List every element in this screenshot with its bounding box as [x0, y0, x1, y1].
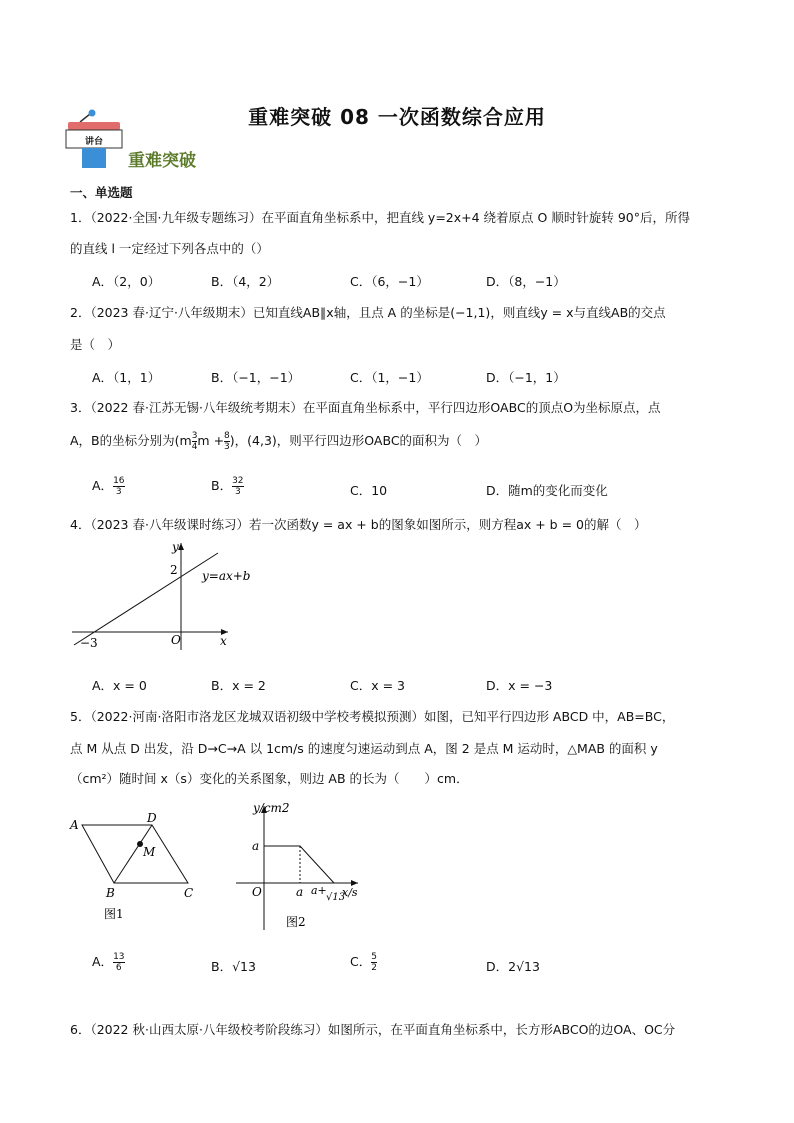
label-b: B: [106, 886, 115, 900]
badge-text: 讲台: [84, 137, 104, 147]
frac-num: 5: [371, 952, 377, 962]
q3-line2-mid: m +: [197, 433, 225, 448]
frac-num: 32: [232, 476, 244, 486]
q4-option-d: D．x = −3: [486, 678, 553, 693]
frac-den: 3: [113, 486, 124, 497]
part-heading: 一、单选题: [70, 185, 133, 200]
q2-option-d: D．（−1，1）: [486, 370, 566, 385]
q3-option-b: [211, 476, 244, 497]
q2-line2: 是（ ）: [70, 337, 121, 352]
frac-den: 2: [371, 963, 377, 973]
q3-line2: [70, 430, 730, 452]
option-fraction: [113, 952, 124, 973]
q1-line1: 1．（2022·全国·九年级专题练习）在平面直角坐标系中，把直线 y=2x+4 绕着原点 O 顺时针旋转 90°后，所得: [70, 210, 690, 225]
page-title: 重难突破 08 一次函数综合应用: [248, 105, 546, 129]
y-intercept-label: 2: [170, 563, 178, 577]
frac-num: 13: [113, 952, 125, 962]
q6-line1: 6．（2022 秋·山西太原·八年级校考阶段练习）如图所示，在平面直角坐标系中，长方形ABCO的边OA、OC分: [70, 1022, 676, 1037]
frac-den: 3: [232, 486, 243, 497]
frac-den: 6: [113, 962, 124, 973]
q2-option-a: A．（1，1）: [92, 370, 161, 385]
q5-line2: 点 M 从点 D 出发，沿 D→C→A 以 1cm/s 的速度匀速运动到点 A，图 2 是点 M 运动时，△MAB 的面积 y: [70, 741, 658, 756]
q2-line1: 2．（2023 春·辽宁·八年级期末）已知直线AB∥x轴，且点 A 的坐标是(−1,1)，则直线y = x与直线AB的交点: [70, 305, 666, 320]
x-axis-label: x/s: [342, 886, 358, 899]
q4-line1: 4．（2023 春·八年级课时练习）若一次函数y = ax + b的图象如图所示，则方程ax + b = 0的解（ ）: [70, 517, 647, 532]
sqrt13-label: √13: [326, 892, 346, 903]
q2-option-c: C．（1，−1）: [350, 370, 429, 385]
q1-option-b: B．（4，2）: [211, 274, 280, 289]
option-label: A．: [92, 478, 114, 493]
label-c: C: [184, 886, 194, 900]
fig2-caption: 图2: [286, 915, 306, 929]
q5-option-a: [92, 952, 125, 973]
q4-graph: [68, 537, 251, 655]
area-graph: [264, 846, 334, 883]
y-axis-arrow: [178, 543, 184, 550]
q4-option-b: B．x = 2: [211, 678, 266, 693]
y-axis-label: y: [172, 540, 179, 554]
option-label: A．: [92, 954, 114, 969]
q5-figure1: [66, 808, 206, 928]
q5-option-c: [350, 952, 377, 973]
q5-line1: 5．（2022·河南·洛阳市洛龙区龙城双语初级中学校考模拟预测）如图，已知平行四边形 ABCD 中，AB=BC，: [70, 709, 675, 724]
option-fraction: [232, 476, 243, 497]
q5-option-d: D．2√13: [486, 959, 540, 974]
option-fraction: [371, 952, 377, 973]
option-label: B．: [211, 478, 233, 493]
origin-label: O: [171, 633, 181, 647]
x-axis-label: x: [220, 634, 227, 648]
frac-num: 16: [113, 476, 125, 486]
q4-option-a: A．x = 0: [92, 678, 147, 693]
q4-option-c: C．x = 3: [350, 678, 405, 693]
label-m: M: [143, 845, 156, 859]
frac-den: 3: [224, 442, 230, 452]
frac-num: 8: [224, 431, 230, 441]
frac-num: 3: [191, 431, 198, 441]
label-a: A: [70, 818, 79, 832]
function-line: [74, 553, 218, 645]
q3-option-c: C．10: [350, 483, 388, 498]
option-label: C．: [350, 954, 372, 969]
q3-line1: 3．（2022 春·江苏无锡·八年级统考期末）在平面直角坐标系中，平行四边形OABC的顶点O为坐标原点，点: [70, 400, 661, 415]
label-d: D: [147, 811, 157, 825]
q5-line3: （cm²）随时间 x（s）变化的关系图象，则边 AB 的长为（ ）cm．: [70, 771, 469, 786]
q3-line2-post: )，(4,3)，则平行四边形OABC的面积为（ ）: [229, 433, 488, 448]
q3-option-a: [92, 476, 125, 497]
x-intercept-label: −3: [80, 636, 98, 650]
q1-option-d: D．（8，−1）: [486, 274, 566, 289]
q1-option-a: A．（2，0）: [92, 274, 161, 289]
a-end-label: a+: [311, 884, 327, 897]
q5-figure2: [228, 800, 368, 938]
option-fraction: [113, 476, 124, 497]
section-title: 重难突破: [128, 151, 196, 171]
a-y-label: a: [252, 839, 260, 853]
y-axis-label: y/cm2: [253, 801, 290, 815]
q3-line2-pre: A，B的坐标分别为(m: [70, 433, 192, 448]
origin-label: O: [252, 885, 262, 899]
q1-option-c: C．（6，−1）: [350, 274, 429, 289]
fig1-caption: 图1: [104, 907, 124, 921]
line-equation-label: y=ax+b: [202, 569, 251, 583]
q1-line2: 的直线 l 一定经过下列各点中的（）: [70, 241, 269, 256]
q3-option-d: D．随m的变化而变化: [486, 483, 608, 498]
parallelogram: [82, 825, 188, 883]
q2-option-b: B．（−1，−1）: [211, 370, 301, 385]
q5-option-b: B．√13: [211, 959, 256, 974]
frac-den: 4: [191, 442, 198, 452]
a-x-label: a: [296, 885, 304, 899]
